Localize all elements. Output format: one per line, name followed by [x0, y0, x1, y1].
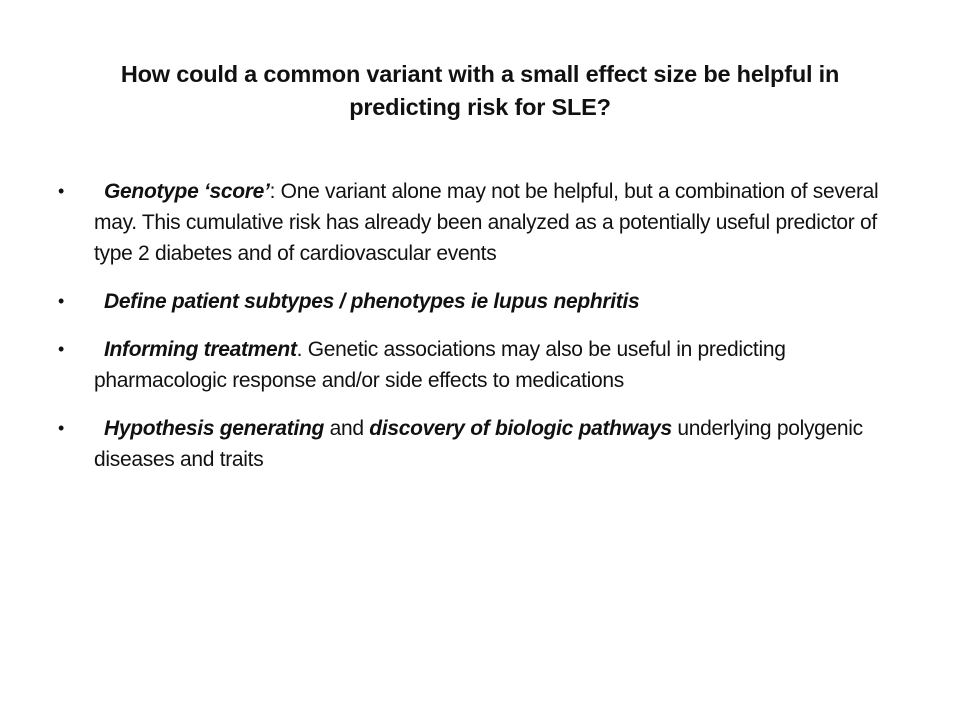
bullet-emphasis: Hypothesis generating [104, 417, 325, 440]
bullet-text: underlying polygenic diseases and traits [94, 417, 863, 471]
bullet-text: . Genetic associations may also be useful in predicting pharmacologic response and/or side effects to medications [94, 338, 786, 392]
bullet-icon: • [58, 181, 65, 201]
bullet-emphasis: discovery of biologic pathways [369, 417, 672, 440]
bullet-hypothesis-generating [58, 413, 918, 475]
bullet-patient-subtypes [58, 286, 918, 317]
bullet-genotype-score [58, 176, 918, 269]
bullet-icon: • [58, 418, 65, 438]
bullet-list [58, 176, 918, 492]
slide-title: How could a common variant with a small effect size be helpful in predicting risk for SLE? [120, 61, 840, 120]
bullet-text: and [324, 417, 370, 440]
bullet-emphasis: Genotype ‘score’ [104, 180, 270, 203]
bullet-emphasis: Define patient subtypes / phenotypes ie lupus nephritis [104, 290, 640, 313]
bullet-text: : One variant alone may not be helpful, but a combination of several may. This cumulative risk has already been analyzed as a potentially useful predictor of type 2 diabetes and of cardiovascular events [94, 180, 879, 265]
bullet-icon: • [58, 291, 65, 311]
bullet-icon: • [58, 339, 65, 359]
bullet-emphasis: Informing treatment [104, 338, 297, 361]
bullet-informing-treatment [58, 334, 918, 396]
